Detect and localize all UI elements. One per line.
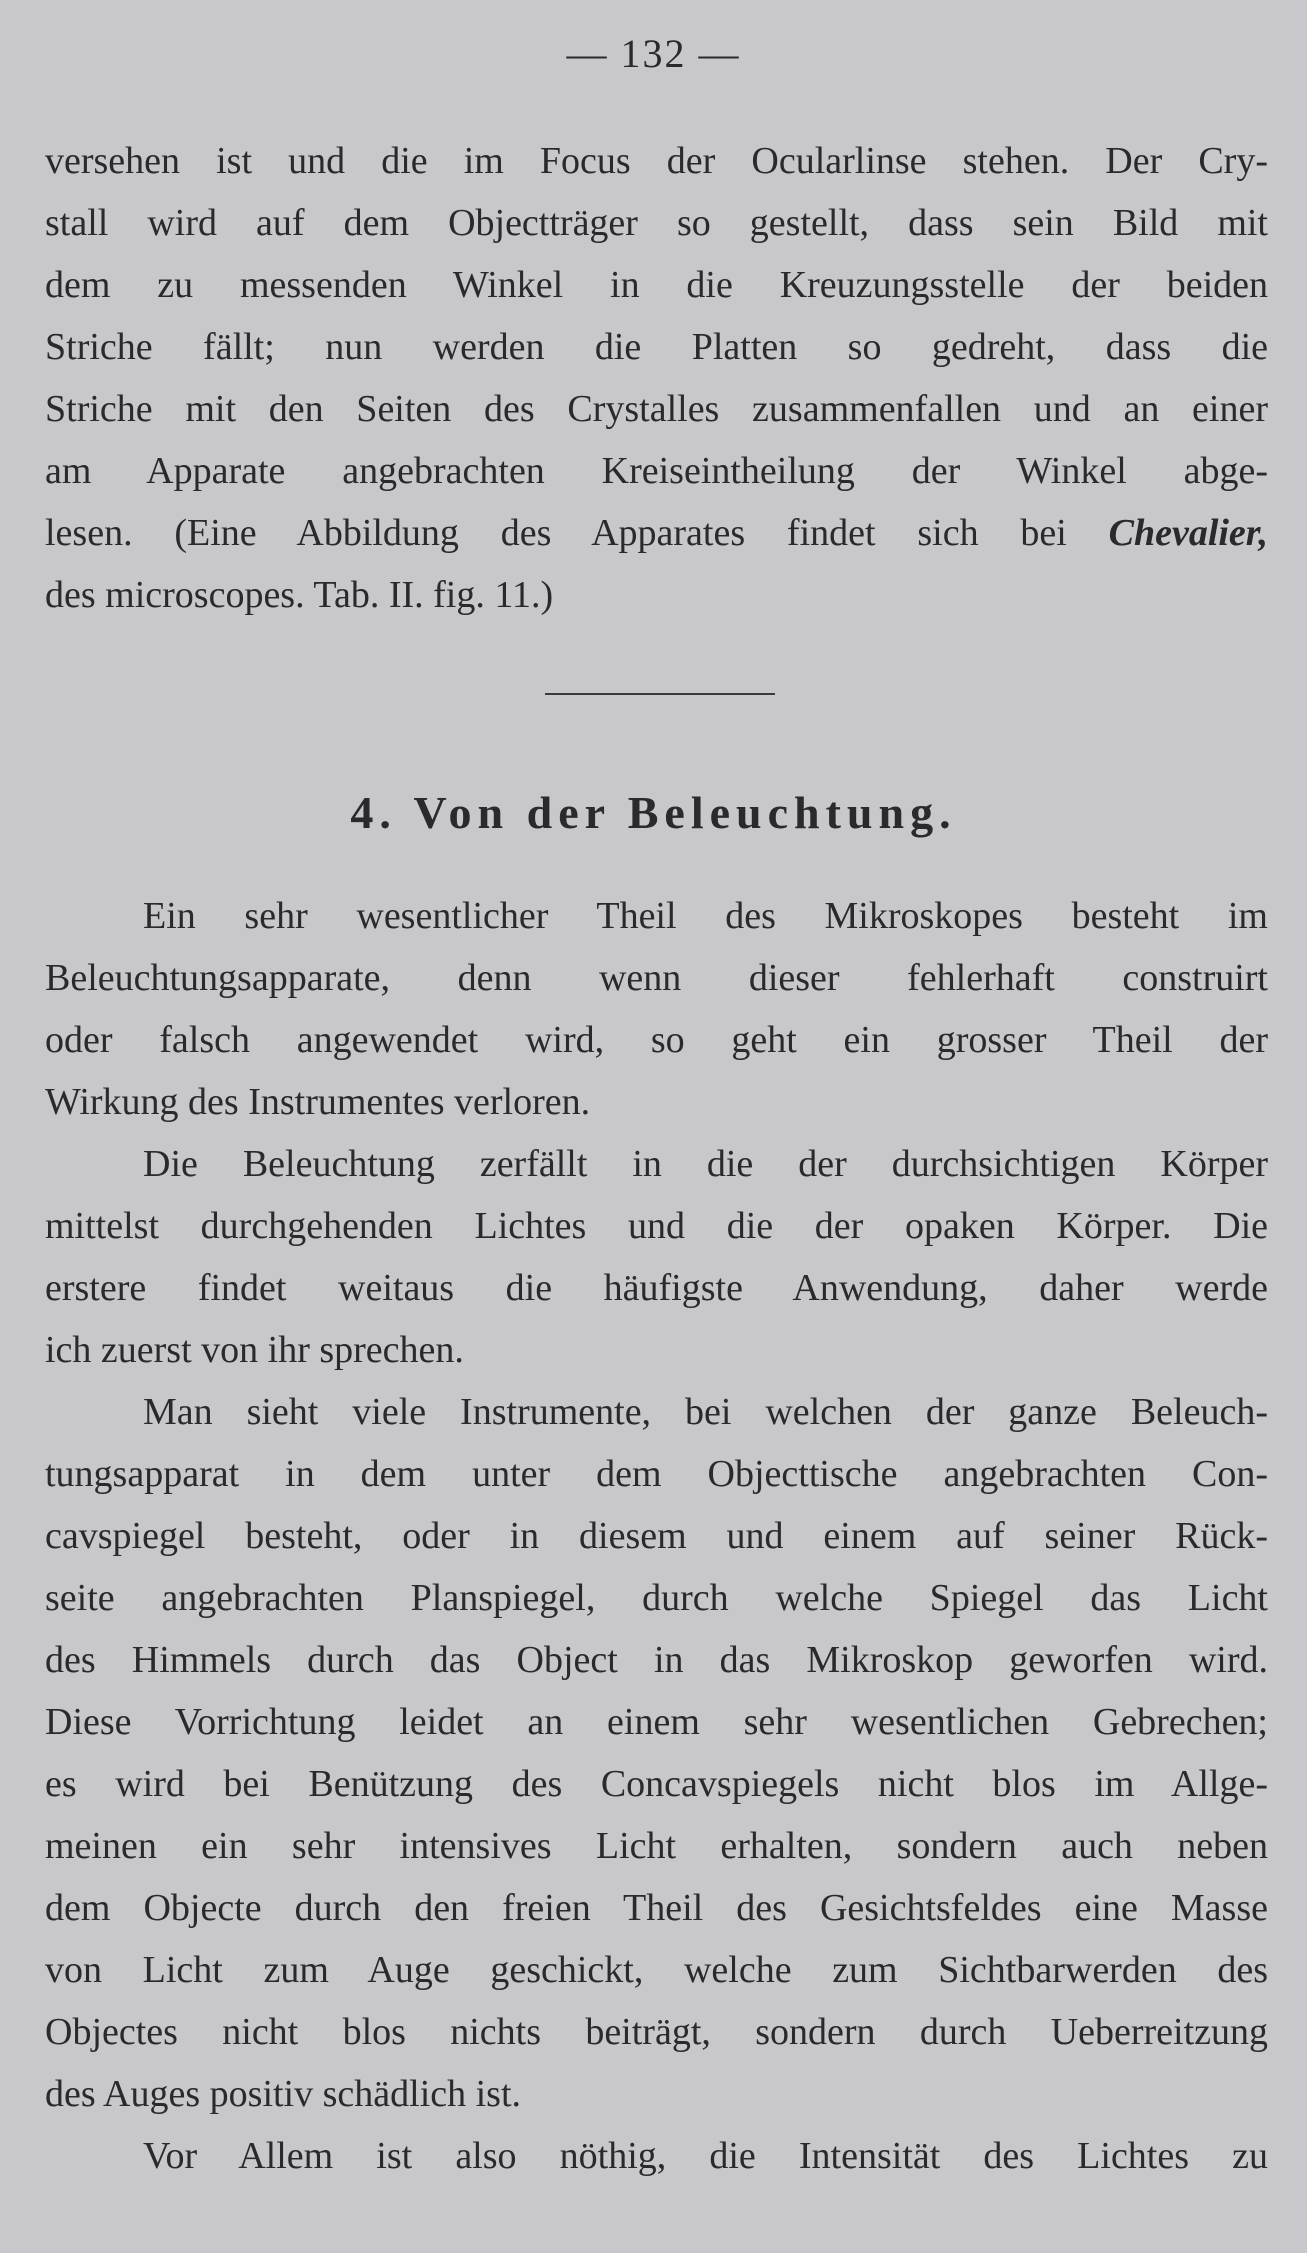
section-divider — [545, 693, 775, 695]
text-line: Striche fällt; nun werden die Platten so gedreht, dass die — [45, 326, 1268, 368]
text-line: versehen ist und die im Focus der Ocularlinse stehen. Der Cry- — [45, 140, 1268, 182]
text-line: tungsapparat in dem unter dem Objecttische angebrachten Con- — [45, 1453, 1268, 1495]
text-line: des microscopes. Tab. II. fig. 11.) — [45, 574, 554, 616]
text-line: Objectes nicht blos nichts beiträgt, sondern durch Ueberreitzung — [45, 2011, 1268, 2053]
text-line: Man sieht viele Instrumente, bei welchen der ganze Beleuch- — [143, 1391, 1268, 1433]
text-line-with-name — [45, 502, 1268, 564]
text-line: es wird bei Benützung des Concavspiegels nicht blos im Allge- — [45, 1763, 1268, 1805]
text-line: am Apparate angebrachten Kreiseintheilung der Winkel abge- — [45, 450, 1268, 492]
page-number: — 132 — — [566, 31, 741, 76]
text-line: Wirkung des Instrumentes verloren. — [45, 1081, 591, 1123]
text-line: dem zu messenden Winkel in die Kreuzungsstelle der beiden — [45, 264, 1268, 306]
text-line: des Himmels durch das Object in das Mikroskop geworfen wird. — [45, 1639, 1268, 1681]
text-line: Ein sehr wesentlicher Theil des Mikroskopes besteht im — [143, 895, 1268, 937]
text-line-start: lesen. (Eine Abbildung des Apparates findet sich bei — [45, 512, 1109, 554]
text-line: seite angebrachten Planspiegel, durch welche Spiegel das Licht — [45, 1577, 1268, 1619]
text-line: Vor Allem ist also nöthig, die Intensität des Lichtes zu — [143, 2135, 1268, 2177]
section-heading: 4. Von der Beleuchtung. — [350, 787, 957, 838]
text-line: stall wird auf dem Objectträger so gestellt, dass sein Bild mit — [45, 202, 1268, 244]
text-line: von Licht zum Auge geschickt, welche zum Sichtbarwerden des — [45, 1949, 1268, 1991]
top-paragraph — [45, 130, 1268, 626]
text-line: erstere findet weitaus die häufigste Anwendung, daher werde — [45, 1267, 1268, 1309]
author-name: Chevalier, — [1108, 512, 1268, 554]
text-line: des Auges positiv schädlich ist. — [45, 2073, 522, 2115]
text-line: ich zuerst von ihr sprechen. — [45, 1329, 464, 1371]
text-line: Diese Vorrichtung leidet an einem sehr wesentlichen Gebrechen; — [45, 1701, 1268, 1743]
text-line: Die Beleuchtung zerfällt in die der durchsichtigen Körper — [143, 1143, 1268, 1185]
text-line: Beleuchtungsapparate, denn wenn dieser fehlerhaft construirt — [45, 957, 1268, 999]
text-line: oder falsch angewendet wird, so geht ein grosser Theil der — [45, 1019, 1268, 1061]
text-line: mittelst durchgehenden Lichtes und die der opaken Körper. Die — [45, 1205, 1268, 1247]
text-line: meinen ein sehr intensives Licht erhalten, sondern auch neben — [45, 1825, 1268, 1867]
text-line: Striche mit den Seiten des Crystalles zusammenfallen und an einer — [45, 388, 1268, 430]
text-line: dem Objecte durch den freien Theil des Gesichtsfeldes eine Masse — [45, 1887, 1268, 1929]
section-body — [45, 885, 1268, 2187]
text-line: cavspiegel besteht, oder in diesem und einem auf seiner Rück- — [45, 1515, 1268, 1557]
